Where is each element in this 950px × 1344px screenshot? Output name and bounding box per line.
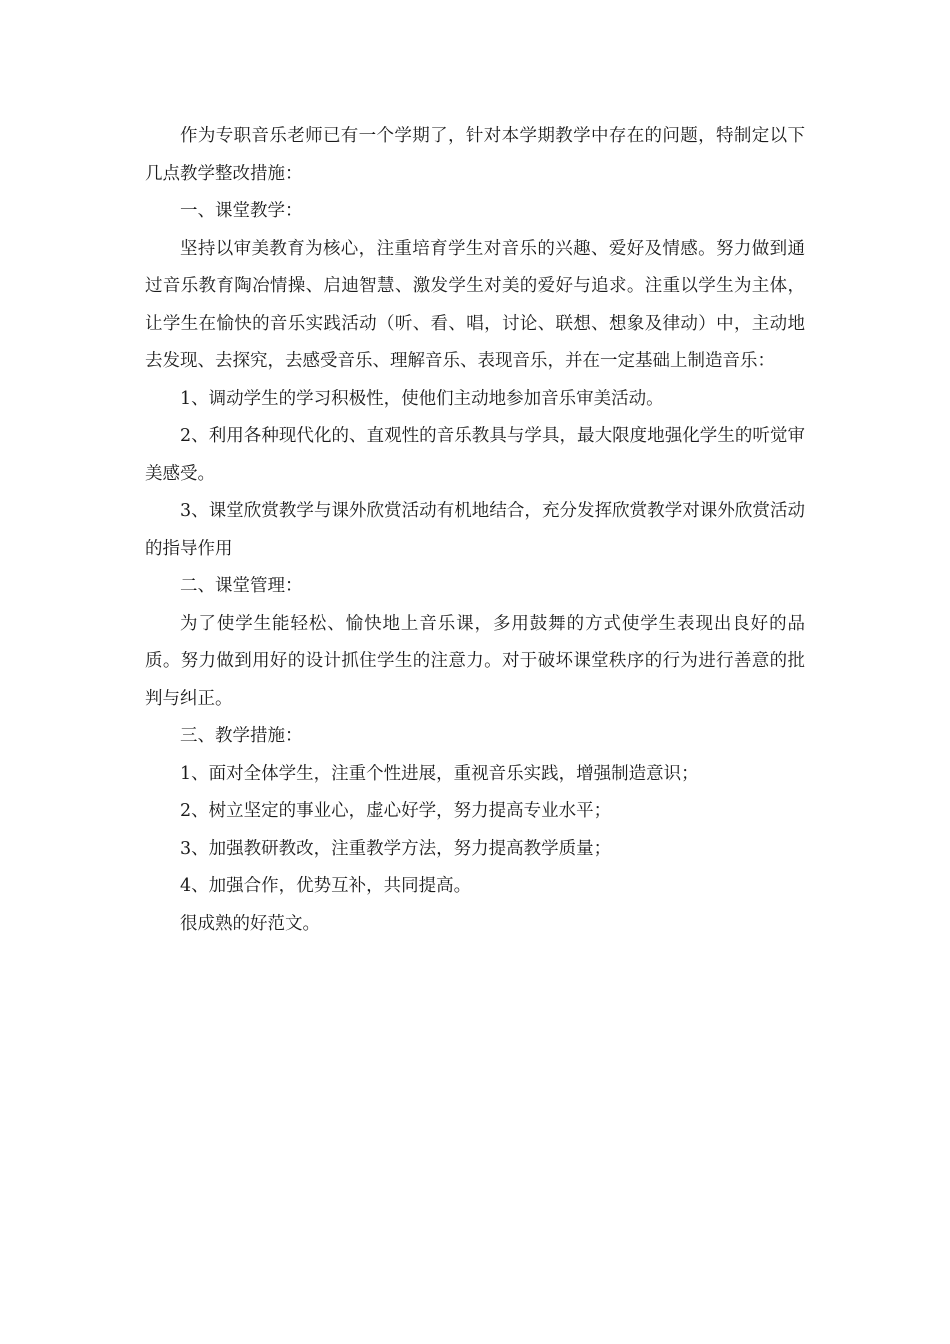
closing-remark: 很成熟的好范文。 <box>180 913 320 934</box>
section-heading-classroom-management: 二、课堂管理： <box>180 576 303 596</box>
section-heading-teaching-measures: 三、教学措施： <box>180 726 303 746</box>
measure-item-1: 1、面对全体学生，注重个性进展，重视音乐实践，增强制造意识； <box>180 763 699 784</box>
teaching-point-1: 1、调动学生的学习积极性，使他们主动地参加音乐审美活动。 <box>180 388 664 409</box>
intro-paragraph: 作为专职音乐老师已有一个学期了，针对本学期教学中存在的问题，特制定以下几点教学整改措施： <box>145 126 805 184</box>
teaching-point-3: 3、课堂欣赏教学与课外欣赏活动有机地结合，充分发挥欣赏教学对课外欣赏活动的指导作用 <box>145 501 805 559</box>
section-heading-classroom-teaching: 一、课堂教学： <box>180 201 303 221</box>
measure-item-2: 2、树立坚定的事业心，虚心好学，努力提高专业水平； <box>180 801 612 821</box>
teaching-point-2: 2、利用各种现代化的、直观性的音乐教具与学具，最大限度地强化学生的听觉审美感受。 <box>145 426 805 484</box>
measure-item-3: 3、加强教研教改，注重教学方法，努力提高教学质量； <box>180 838 612 859</box>
document-body <box>145 118 805 943</box>
classroom-management-paragraph: 为了使学生能轻松、愉快地上音乐课，多用鼓舞的方式使学生表现出良好的品质。努力做到用好的设计抓住学生的注意力。对于破坏课堂秩序的行为进行善意的批判与纠正。 <box>145 613 805 709</box>
measure-item-4: 4、加强合作，优势互补，共同提高。 <box>180 876 472 896</box>
classroom-teaching-paragraph: 坚持以审美教育为核心，注重培育学生对音乐的兴趣、爱好及情感。努力做到通过音乐教育陶冶情操、启迪智慧、激发学生对美的爱好与追求。注重以学生为主体，让学生在愉快的音乐实践活动（听、看、唱，讨论、联想、想象及律动）中，主动地去发现、去探究，去感受音乐、理解音乐、表现音乐，并在一定基础上制造音乐： <box>145 238 805 371</box>
